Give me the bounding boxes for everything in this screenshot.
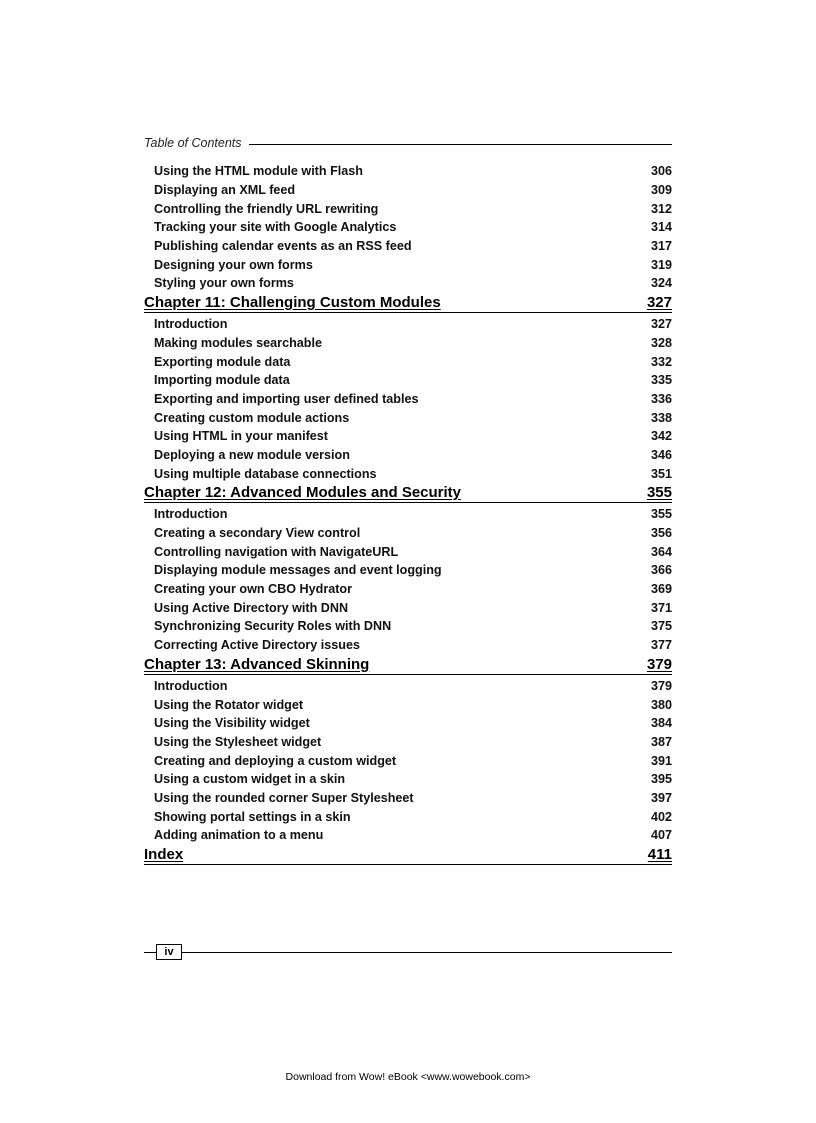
footer-rule-left xyxy=(144,952,156,953)
entry-page-number: 387 xyxy=(650,734,672,749)
toc-entry[interactable] xyxy=(144,770,672,789)
entry-title: Using the Visibility widget xyxy=(154,716,310,731)
running-header-title: Table of Contents xyxy=(144,136,242,150)
entry-page-number: 351 xyxy=(650,466,672,481)
entry-page-number: 369 xyxy=(650,582,672,597)
entry-title: Adding animation to a menu xyxy=(154,828,324,843)
entry-title: Synchronizing Security Roles with DNN xyxy=(154,619,392,634)
toc-entry[interactable] xyxy=(144,524,672,543)
toc-chapter-heading[interactable] xyxy=(144,293,672,313)
chapter-page-number: 379 xyxy=(646,655,672,673)
entry-title: Deploying a new module version xyxy=(154,447,350,462)
entry-title: Correcting Active Directory issues xyxy=(154,638,361,653)
entry-page-number: 356 xyxy=(650,526,672,541)
entry-page-number: 327 xyxy=(650,317,672,332)
page-footer xyxy=(144,944,672,962)
toc-entry[interactable] xyxy=(144,505,672,524)
toc-entry[interactable] xyxy=(144,181,672,200)
toc-entry[interactable] xyxy=(144,237,672,256)
entry-title: Introduction xyxy=(154,507,228,522)
download-note: Download from Wow! eBook <www.wowebook.com> xyxy=(285,1071,531,1083)
toc-entry[interactable] xyxy=(144,542,672,561)
entry-title: Using multiple database connections xyxy=(154,466,377,481)
entry-page-number: 407 xyxy=(650,828,672,843)
running-header xyxy=(144,135,672,151)
entry-page-number: 375 xyxy=(650,619,672,634)
chapter-title: Chapter 11: Challenging Custom Modules xyxy=(144,293,441,311)
entry-page-number: 306 xyxy=(650,164,672,179)
toc-entry[interactable] xyxy=(144,751,672,770)
toc-entry[interactable] xyxy=(144,617,672,636)
entry-title: Creating a secondary View control xyxy=(154,526,361,541)
entry-title: Exporting and importing user defined tables xyxy=(154,391,419,406)
entry-title: Publishing calendar events as an RSS feed xyxy=(154,239,412,254)
toc-entry[interactable] xyxy=(144,826,672,845)
entry-page-number: 346 xyxy=(650,447,672,462)
entry-page-number: 317 xyxy=(650,239,672,254)
chapter-title: Chapter 12: Advanced Modules and Security xyxy=(144,484,462,501)
chapter-page-number: 355 xyxy=(646,484,672,501)
toc-chapter-heading[interactable] xyxy=(144,483,672,503)
entry-title: Displaying an XML feed xyxy=(154,183,296,198)
entry-page-number: 324 xyxy=(650,276,672,291)
entry-title: Showing portal settings in a skin xyxy=(154,809,351,824)
entry-title: Creating and deploying a custom widget xyxy=(154,753,397,768)
toc-chapter-heading[interactable] xyxy=(144,655,672,675)
toc-entry[interactable] xyxy=(144,677,672,696)
toc-entry[interactable] xyxy=(144,352,672,371)
entry-title: Using the Stylesheet widget xyxy=(154,734,322,749)
entry-page-number: 335 xyxy=(650,373,672,388)
entry-title: Exporting module data xyxy=(154,354,291,369)
entry-title: Making modules searchable xyxy=(154,335,322,350)
entry-title: Using the rounded corner Super Stylesheet xyxy=(154,790,414,805)
toc-entry[interactable] xyxy=(144,807,672,826)
entry-page-number: 342 xyxy=(650,429,672,444)
entry-page-number: 355 xyxy=(650,507,672,522)
entry-page-number: 371 xyxy=(650,600,672,615)
entry-title: Using Active Directory with DNN xyxy=(154,600,349,615)
toc-entry[interactable] xyxy=(144,733,672,752)
toc-chapter-heading[interactable] xyxy=(144,845,672,865)
entry-title: Using a custom widget in a skin xyxy=(154,772,346,787)
entry-page-number: 402 xyxy=(650,809,672,824)
toc-entry[interactable] xyxy=(144,636,672,655)
entry-page-number: 380 xyxy=(650,697,672,712)
toc-entry[interactable] xyxy=(144,464,672,483)
toc-entry[interactable] xyxy=(144,714,672,733)
toc-entry[interactable] xyxy=(144,274,672,293)
chapter-page-number: 411 xyxy=(647,845,672,863)
header-rule xyxy=(249,144,672,145)
toc-chapter-block xyxy=(144,293,672,483)
toc-entry[interactable] xyxy=(144,334,672,353)
chapter-title: Chapter 13: Advanced Skinning xyxy=(144,655,370,673)
entry-page-number: 312 xyxy=(650,201,672,216)
entry-title: Creating custom module actions xyxy=(154,410,350,425)
toc-entry[interactable] xyxy=(144,580,672,599)
toc-entry[interactable] xyxy=(144,255,672,274)
toc-entry[interactable] xyxy=(144,695,672,714)
entry-page-number: 309 xyxy=(650,183,672,198)
toc-chapter-block xyxy=(144,162,672,293)
toc-entry[interactable] xyxy=(144,315,672,334)
entry-title: Displaying module messages and event logging xyxy=(154,563,442,578)
toc-entry[interactable] xyxy=(144,162,672,181)
toc-chapter-block xyxy=(144,655,672,845)
toc-entry[interactable] xyxy=(144,789,672,808)
entry-page-number: 395 xyxy=(650,772,672,787)
toc-entry[interactable] xyxy=(144,218,672,237)
entry-title: Controlling navigation with NavigateURL xyxy=(154,544,399,559)
toc-chapter-block xyxy=(144,483,672,655)
footer-rule-right xyxy=(182,952,672,953)
entry-page-number: 377 xyxy=(650,638,672,653)
page-number: iv xyxy=(156,944,182,960)
entry-page-number: 379 xyxy=(650,678,672,693)
entry-page-number: 332 xyxy=(650,354,672,369)
entry-title: Tracking your site with Google Analytics xyxy=(154,220,397,235)
entry-page-number: 336 xyxy=(650,391,672,406)
entry-title: Designing your own forms xyxy=(154,257,313,272)
chapter-page-number: 327 xyxy=(646,293,672,311)
toc-entry[interactable] xyxy=(144,598,672,617)
entry-title: Introduction xyxy=(154,317,228,332)
toc-entry[interactable] xyxy=(144,408,672,427)
entry-page-number: 366 xyxy=(650,563,672,578)
entry-page-number: 314 xyxy=(650,220,672,235)
entry-page-number: 328 xyxy=(650,335,672,350)
toc-entry[interactable] xyxy=(144,446,672,465)
entry-page-number: 364 xyxy=(650,544,672,559)
toc-entry[interactable] xyxy=(144,371,672,390)
entry-page-number: 338 xyxy=(650,410,672,425)
entry-title: Creating your own CBO Hydrator xyxy=(154,582,353,597)
entry-page-number: 319 xyxy=(650,257,672,272)
toc-entry[interactable] xyxy=(144,390,672,409)
entry-title: Using the HTML module with Flash xyxy=(154,164,363,179)
toc-entry[interactable] xyxy=(144,199,672,218)
chapter-title: Index xyxy=(144,845,184,863)
entry-page-number: 391 xyxy=(650,753,672,768)
entry-page-number: 384 xyxy=(650,716,672,731)
toc-entry[interactable] xyxy=(144,561,672,580)
entry-title: Styling your own forms xyxy=(154,276,294,291)
entry-title: Importing module data xyxy=(154,373,290,388)
toc-entry[interactable] xyxy=(144,427,672,446)
entry-title: Using the Rotator widget xyxy=(154,697,304,712)
entry-title: Introduction xyxy=(154,678,228,693)
toc-chapter-block xyxy=(144,845,672,865)
entry-page-number: 397 xyxy=(650,790,672,805)
table-of-contents xyxy=(144,162,672,867)
entry-title: Using HTML in your manifest xyxy=(154,429,328,444)
entry-title: Controlling the friendly URL rewriting xyxy=(154,201,379,216)
